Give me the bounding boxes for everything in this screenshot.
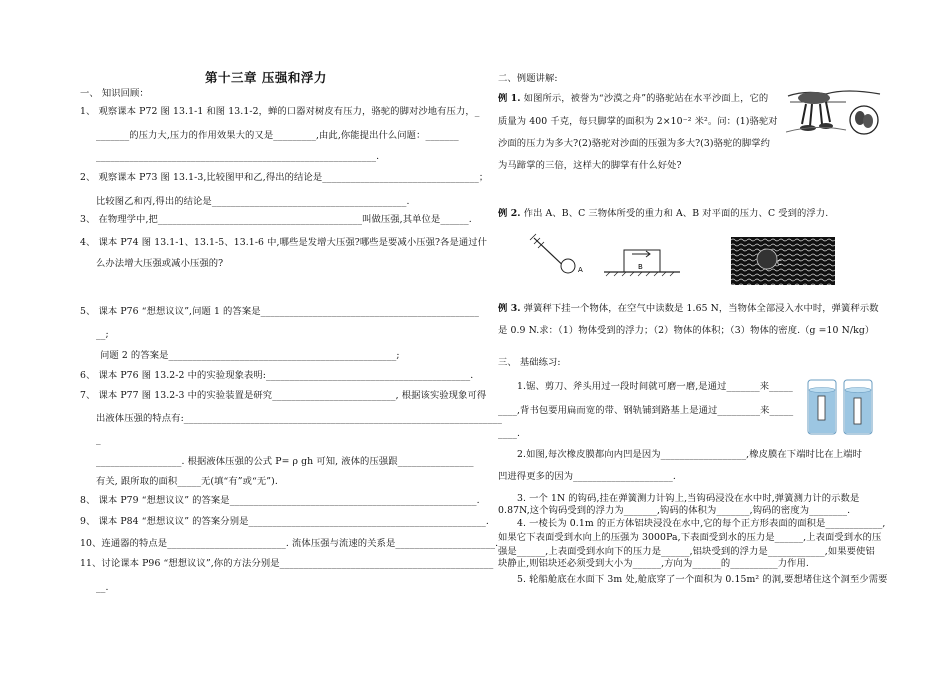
example-1-line: 质量为 400 千克，每只脚掌的面积为 2×10⁻² 米²。问：(1)骆驼对 — [498, 116, 778, 127]
practice-line: ____. — [498, 428, 521, 439]
question-line: __________________. 根据液体压强的公式 P= ρ gh 可知, 液体的压强跟________________ — [96, 456, 474, 467]
page-title: 第十三章 压强和浮力 — [205, 70, 327, 85]
practice-line: 凹进得更多的因为_____________________. — [498, 471, 676, 482]
practice-line: 0.87N,这个钩码受到的浮力为_______,钩码的体积为_______,钩码的密度为________. — [498, 505, 851, 516]
question-line: 9、 课本 P84 “想想议议” 的答案分别是__________________________________________________. — [80, 516, 489, 527]
question-line: __; — [96, 329, 109, 340]
question-line: 10、连通器的特点是_________________________. 流体压强与流速的关系是_____________________. — [80, 538, 499, 549]
question-line: 4、 课本 P74 图 13.1-1、13.1-5、13.1-6 中,哪些是发增大压强?哪些是要减小压强?各是通过什 — [80, 237, 488, 248]
question-line: 2、 观察课本 P73 图 13.1-3,比较图甲和乙,得出的结论是_________________________________； — [80, 172, 489, 183]
question-line: 11、讨论课本 P96 “想想议议”,你的方法分别是_____________________________________________ — [80, 558, 494, 569]
section-heading-examples: 二、例题讲解: — [498, 73, 558, 84]
example-1-label: 例 1. — [498, 93, 521, 104]
practice-line: 3. 一个 1N 的钩码,挂在弹簧测力计钩上,当钩码浸没在水中时,弹簧测力计的示数是 — [517, 493, 860, 504]
example-2-line — [498, 208, 828, 220]
question-line: 1、 观察课本 P72 图 13.1-1 和图 13.1-2，蝉的口器对树皮有压力，骆驼的脚对沙地有压力，_ — [80, 106, 480, 117]
practice-line: 5. 轮船舱底在水面下 3m 处,舱底穿了一个面积为 0.15m² 的洞,要想堵住这个洞至少需要 — [517, 574, 888, 585]
practice-line: 如果它下表面受到水向上的压强为 3000Pa,下表面受到水的压力是______,上表面受到水的压 — [498, 532, 882, 543]
figure-b-label: B — [638, 263, 643, 271]
question-line: 6、 课本 P76 图 13.2-2 中的实验现象表明:___________________________________________. — [80, 370, 474, 381]
question-line: 么办法增大压强或减小压强的? — [96, 258, 224, 269]
question-line: 出液体压强的特点有:___________________________________________________________________ — [96, 413, 502, 424]
practice-line: 强是______,上表面受到水向下的压力是______,铝块受到的浮力是____________,如果要使铝 — [498, 546, 875, 557]
camel-figure — [786, 80, 882, 142]
example-1-line: 沙面的压力为多大?(2)骆驼对沙面的压强为多大?(3)骆驼的脚掌约 — [498, 138, 771, 149]
question-line: __. — [96, 582, 109, 593]
question-line: 5、 课本 P76 “想想议议”,问题 1 的答案是______________________________________________ — [80, 306, 480, 317]
figure-c-water — [731, 237, 835, 285]
section-heading-practice: 三、 基础练习: — [498, 357, 561, 368]
question-line: _______的压力大,压力的作用效果大的又是_________,由此,你能提出什么问题：_______ — [96, 130, 459, 141]
figure-c-label: C — [777, 259, 782, 267]
example-1-line — [498, 93, 768, 105]
question-line: 7、 课本 P77 图 13.2-3 中的实验装置是研究__________________________, 根据该实验现象可得 — [80, 390, 487, 401]
question-line: 3、 在物理学中,把___________________________________________叫做压强,其单位是______. — [80, 214, 472, 225]
example-3-text: 弹簧秤下挂一个物体，在空气中读数是 1.65 N，当物体全部浸入水中时，弹簧秤示数 — [520, 303, 879, 314]
question-line: _ — [96, 434, 101, 445]
practice-line: ____,背书包要用扁而宽的带、钢轨铺到路基上是通过_________来_____ — [498, 405, 794, 416]
question-line: 有关, 跟所取的面积_____无(填“有”或“无”). — [96, 476, 278, 487]
example-3-label: 例 3. — [498, 303, 521, 314]
question-line: 问题 2 的答案是________________________________________________; — [100, 350, 400, 361]
example-2-label: 例 2. — [498, 208, 521, 219]
figure-b-block — [598, 240, 684, 280]
example-1-line: 为马蹄掌的三倍，这样大的脚掌有什么好处? — [498, 160, 682, 171]
practice-line: 2.如图,每次橡皮膜都向内凹是因为__________________,橡皮膜在下端时比在上端时 — [517, 449, 862, 460]
example-3-line — [498, 303, 879, 315]
figure-a-ball — [528, 232, 588, 280]
section-heading-review: 一、 知识回顾： — [80, 88, 149, 99]
question-line: 8、 课本 P79 “想想议议” 的答案是____________________________________________________. — [80, 495, 480, 506]
practice-line: 块静止,则铝块还必须受到大小为______,方向为______的__________力作用. — [498, 558, 809, 569]
practice-line: 4. 一棱长为 0.1m 的正方体铝块浸没在水中,它的每个正方形表面的面积是____________, — [517, 518, 886, 529]
figure-a-label: A — [578, 266, 583, 274]
practice-line: 1.锯、剪刀、斧头用过一段时间就可磨一磨,是通过_______来_____ — [517, 381, 793, 392]
example-2-text: 作出 A、B、C 三物体所受的重力和 A、B 对平面的压力、C 受到的浮力. — [520, 208, 829, 219]
question-line: ___________________________________________________________. — [96, 151, 380, 162]
beakers-figure — [806, 376, 876, 438]
example-3-line: 是 0.9 N.求：（1）物体受到的浮力；（2）物体的体积；（3）物体的密度.（g =10 N/kg） — [498, 325, 875, 336]
question-line: 比较图乙和丙,得出的结论是_________________________________________. — [96, 196, 410, 207]
example-1-text: 如图所示，被誉为“沙漠之舟”的骆驼站在水平沙面上，它的 — [520, 93, 769, 104]
